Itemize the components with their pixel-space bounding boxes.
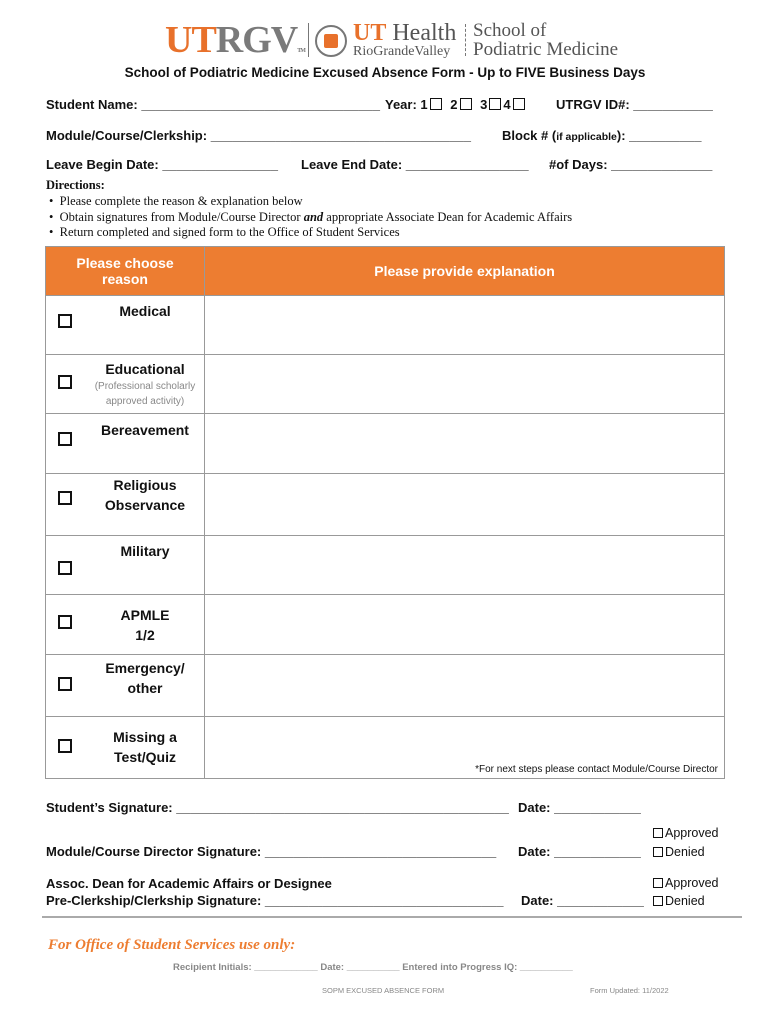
director-signature-field[interactable]: Module/Course Director Signature: ________________________________ xyxy=(46,844,497,859)
dean-denied-option[interactable]: Denied xyxy=(651,894,705,908)
leave-begin-field[interactable]: Leave Begin Date: ________________ xyxy=(46,157,278,172)
explanation-input[interactable] xyxy=(205,536,725,595)
emergency-checkbox[interactable] xyxy=(58,677,72,691)
explanation-input[interactable] xyxy=(205,595,725,655)
explanation-header: Please provide explanation xyxy=(205,247,725,296)
reason-label: APMLE 1/2 xyxy=(120,607,170,643)
reason-sublabel: (Professional scholarly approved activity) xyxy=(94,381,196,407)
divider xyxy=(42,916,742,918)
reason-cell-military xyxy=(46,536,205,595)
leave-end-field[interactable]: Leave End Date: _________________ xyxy=(301,157,529,172)
reason-label: Medical xyxy=(119,303,171,319)
logo-divider-2 xyxy=(465,24,466,56)
military-checkbox[interactable] xyxy=(58,561,72,575)
block-field[interactable]: Block # (if applicable): __________ xyxy=(502,128,702,143)
reason-header: Please choose reason xyxy=(46,247,205,296)
denied-checkbox[interactable] xyxy=(653,847,663,857)
explanation-input[interactable] xyxy=(205,414,725,474)
dean-date-field[interactable]: Date: ____________ xyxy=(521,893,644,908)
educational-checkbox[interactable] xyxy=(58,375,72,389)
school-name-line2: Podiatric Medicine xyxy=(473,39,619,60)
office-use-fields[interactable]: Recipient Initials: ____________ Date: __________ Entered into Progress IQ: __________ xyxy=(173,962,573,973)
dean-label: Assoc. Dean for Academic Affairs or Designee xyxy=(46,876,332,891)
year-1-checkbox[interactable] xyxy=(430,98,442,110)
student-date-field[interactable]: Date: ____________ xyxy=(518,800,641,815)
student-signature-field[interactable]: Student’s Signature: ______________________________________________ xyxy=(46,800,509,815)
bereavement-checkbox[interactable] xyxy=(58,432,72,446)
logo-divider xyxy=(308,23,309,57)
explanation-input[interactable] xyxy=(205,296,725,355)
rgv-logo-text: RioGrandeValley xyxy=(353,44,451,59)
direction-item: • Please complete the reason & explanation below xyxy=(49,194,303,208)
reason-cell-missing-test xyxy=(46,717,205,779)
directions-heading: Directions: xyxy=(46,178,105,192)
footnote: *For next steps please contact Module/Course Director xyxy=(475,764,718,775)
year-2-checkbox[interactable] xyxy=(460,98,472,110)
office-use-heading: For Office of Student Services use only: xyxy=(48,937,296,953)
director-denied-option[interactable]: Denied xyxy=(651,845,705,859)
reason-cell-apmle xyxy=(46,595,205,655)
approved-checkbox[interactable] xyxy=(653,878,663,888)
year-4-checkbox[interactable] xyxy=(513,98,525,110)
reason-cell-religious xyxy=(46,474,205,536)
utrgv-id-field[interactable]: UTRGV ID#: ___________ xyxy=(556,97,713,112)
reason-label: Military xyxy=(120,543,170,559)
explanation-input[interactable] xyxy=(205,355,725,414)
ut-health-logo: UT Health xyxy=(353,20,457,46)
explanation-input[interactable] xyxy=(205,717,725,779)
footer-updated: Form Updated: 11/2022 xyxy=(590,986,669,995)
reason-cell-medical xyxy=(46,296,205,355)
missing-test-checkbox[interactable] xyxy=(58,739,72,753)
dean-signature-field[interactable]: Pre-Clerkship/Clerkship Signature: _________________________________ xyxy=(46,893,504,908)
year-field: Year: 1 2 3 4 xyxy=(385,97,527,112)
school-name-line1: School of xyxy=(473,20,547,41)
reason-label: Educational xyxy=(105,361,185,377)
header-logo xyxy=(165,18,619,62)
reason-cell-bereavement xyxy=(46,414,205,474)
director-date-field[interactable]: Date: ____________ xyxy=(518,844,641,859)
direction-item: • Return completed and signed form to the Office of Student Services xyxy=(49,225,400,239)
num-days-field[interactable]: #of Days: ______________ xyxy=(549,157,713,172)
religious-checkbox[interactable] xyxy=(58,491,72,505)
form-title: School of Podiatric Medicine Excused Absence Form - Up to FIVE Business Days xyxy=(124,65,646,80)
reason-cell-emergency xyxy=(46,655,205,717)
explanation-input[interactable] xyxy=(205,655,725,717)
dean-approved-option[interactable]: Approved xyxy=(651,876,719,890)
seal-icon xyxy=(315,25,347,57)
student-name-field[interactable]: Student Name: _________________________________ xyxy=(46,97,380,112)
approved-checkbox[interactable] xyxy=(653,828,663,838)
director-approved-option[interactable]: Approved xyxy=(651,826,719,840)
footer-form-name: SOPM EXCUSED ABSENCE FORM xyxy=(322,986,445,995)
reason-label: Emergency/ other xyxy=(105,660,185,696)
module-field[interactable]: Module/Course/Clerkship: ____________________________________ xyxy=(46,128,471,143)
explanation-input[interactable] xyxy=(205,474,725,536)
reasons-table xyxy=(45,246,725,779)
reason-label: Missing a Test/Quiz xyxy=(113,729,177,765)
medical-checkbox[interactable] xyxy=(58,314,72,328)
denied-checkbox[interactable] xyxy=(653,896,663,906)
reason-cell-educational xyxy=(46,355,205,414)
utrgv-logo: UTRGVTM xyxy=(165,19,305,61)
apmle-checkbox[interactable] xyxy=(58,615,72,629)
year-3-checkbox[interactable] xyxy=(489,98,501,110)
reason-label: Religious Observance xyxy=(104,477,186,513)
reason-label: Bereavement xyxy=(101,422,189,438)
direction-item: • Obtain signatures from Module/Course Director and appropriate Associate Dean for Academic Affairs xyxy=(49,210,573,224)
